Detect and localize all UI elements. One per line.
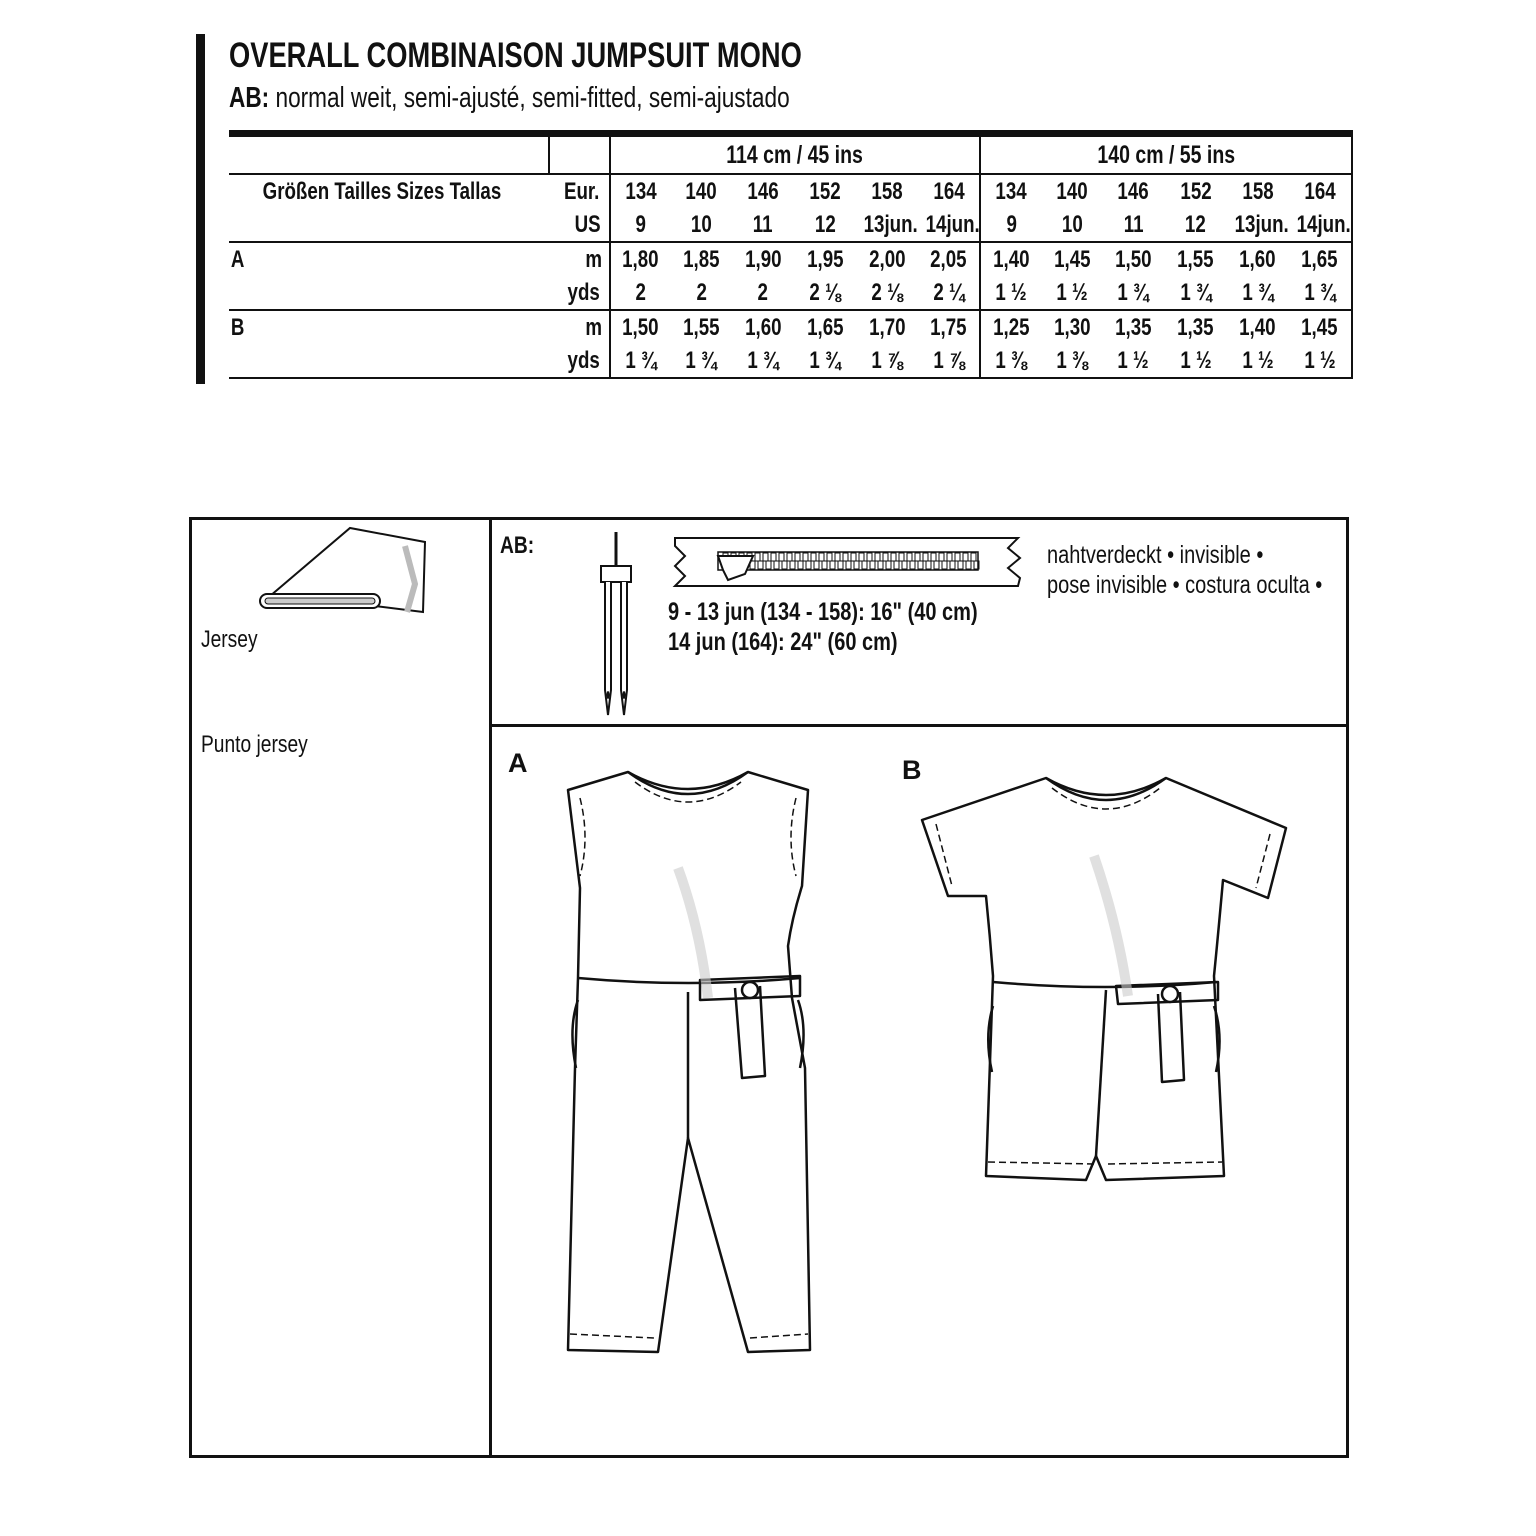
yards-value-text: 2 ⅛ xyxy=(871,278,903,306)
meters-value xyxy=(732,310,794,344)
yards-value-text: 2 xyxy=(696,278,707,306)
view-label-text: A xyxy=(230,245,245,273)
yards-value-text: 1 ¾ xyxy=(1117,278,1150,306)
meters-value-text: 2,05 xyxy=(930,245,967,273)
eur-label xyxy=(549,174,610,208)
eur-size xyxy=(980,174,1041,208)
meters-value xyxy=(1102,242,1164,276)
twin-needle-icon xyxy=(596,530,636,720)
eur-size xyxy=(671,174,732,208)
notions-row-divider xyxy=(491,724,1349,727)
meters-value-text: 1,65 xyxy=(1301,245,1339,273)
eur-size xyxy=(732,174,794,208)
yards-label-text: yds xyxy=(567,346,601,374)
yards-value-text: 1 ½ xyxy=(1117,346,1150,374)
fit-description xyxy=(229,82,790,115)
yards-label xyxy=(549,344,610,378)
us-size-text: 9 xyxy=(635,210,646,238)
yards-label-text: yds xyxy=(567,278,601,306)
view-blank xyxy=(229,276,549,310)
yards-value-text: 1 ½ xyxy=(1056,278,1088,306)
eur-size-text: 134 xyxy=(625,177,657,205)
us-blank xyxy=(229,208,549,242)
jumpsuit-view-a-drawing xyxy=(560,768,820,1358)
width-header-row xyxy=(229,137,1352,174)
yards-value xyxy=(1041,276,1102,310)
eur-label-text: Eur. xyxy=(564,177,600,205)
meters-value-text: 1,80 xyxy=(622,245,659,273)
yards-label xyxy=(549,276,610,310)
meters-value xyxy=(671,310,732,344)
eur-size xyxy=(856,174,918,208)
us-size-text: 11 xyxy=(1123,210,1144,238)
meters-label-text: m xyxy=(585,245,603,273)
meters-value xyxy=(671,242,732,276)
yards-value-text: 1 ¾ xyxy=(809,346,841,374)
yards-value xyxy=(610,344,671,378)
table-top-rule xyxy=(229,130,1353,137)
us-size-text: 12 xyxy=(1185,210,1206,238)
view-label xyxy=(229,242,549,276)
us-label xyxy=(549,208,610,242)
yards-value xyxy=(671,344,732,378)
yards-value xyxy=(856,344,918,378)
eur-size-text: 134 xyxy=(995,177,1027,205)
yards-value xyxy=(1102,276,1164,310)
view-a-meters-row xyxy=(229,242,1352,276)
fit-label: AB: xyxy=(229,82,270,114)
yards-value-text: 1 ⅞ xyxy=(871,346,903,374)
meters-value xyxy=(856,242,918,276)
eur-size-text: 164 xyxy=(933,177,965,205)
us-size xyxy=(1289,208,1352,242)
yards-value xyxy=(794,344,856,378)
meters-label xyxy=(549,242,610,276)
yards-value-text: 1 ¾ xyxy=(1242,278,1274,306)
meters-value xyxy=(980,242,1041,276)
yards-value-text: 1 ¾ xyxy=(747,346,779,374)
invisible-zipper-text-1: nahtverdeckt • invisible • xyxy=(1047,541,1264,569)
yards-value xyxy=(1165,276,1227,310)
us-size xyxy=(671,208,732,242)
meters-label xyxy=(549,310,610,344)
yardage-table xyxy=(229,137,1353,379)
view-a-label: A xyxy=(508,748,528,778)
eur-size-text: 146 xyxy=(1117,177,1150,205)
eur-size xyxy=(1165,174,1227,208)
eur-size-text: 152 xyxy=(809,177,841,205)
yards-value xyxy=(1102,344,1164,378)
view-label xyxy=(229,310,549,344)
yards-value xyxy=(856,276,918,310)
yards-value-text: 1 ⅜ xyxy=(995,346,1027,374)
left-accent-bar xyxy=(196,34,205,384)
yards-value xyxy=(1227,344,1289,378)
view-a-yards-row xyxy=(229,276,1352,310)
yards-value xyxy=(671,276,732,310)
eur-size-text: 158 xyxy=(871,177,903,205)
eur-size-text: 140 xyxy=(1056,177,1088,205)
meters-value xyxy=(1289,310,1352,344)
us-size-text: 14jun. xyxy=(925,210,980,238)
meters-value-text: 1,75 xyxy=(930,313,967,341)
us-size-text: 13jun. xyxy=(1234,210,1289,238)
eur-size xyxy=(918,174,980,208)
yards-value-text: 1 ½ xyxy=(1304,346,1336,374)
meters-value xyxy=(610,242,671,276)
yards-value-text: 2 xyxy=(757,278,769,306)
meters-value-text: 1,60 xyxy=(744,313,782,341)
header-unit-blank xyxy=(549,137,610,174)
meters-value-text: 1,65 xyxy=(806,313,844,341)
yards-value xyxy=(732,344,794,378)
meters-value xyxy=(1289,242,1352,276)
header-blank xyxy=(229,137,549,174)
yards-value-text: 2 ⅛ xyxy=(809,278,841,306)
meters-value xyxy=(732,242,794,276)
width-140-text: 140 cm / 55 ins xyxy=(1097,140,1235,169)
width-114 xyxy=(610,137,981,174)
meters-value xyxy=(610,310,671,344)
yards-value xyxy=(1165,344,1227,378)
yards-value-text: 1 ¾ xyxy=(685,346,717,374)
meters-value xyxy=(1227,242,1289,276)
fabric-punto-jersey: Punto jersey xyxy=(201,731,308,758)
meters-value-text: 1,40 xyxy=(993,245,1030,273)
yards-value-text: 1 ½ xyxy=(1242,346,1274,374)
yards-value-text: 1 ⅜ xyxy=(1056,346,1088,374)
meters-value-text: 1,70 xyxy=(868,313,906,341)
meters-value-text: 1,35 xyxy=(1115,313,1152,341)
yards-value xyxy=(918,344,980,378)
yards-value xyxy=(1289,344,1352,378)
meters-value-text: 1,25 xyxy=(993,313,1030,341)
us-size-text: 11 xyxy=(752,210,773,238)
page-title: OVERALL COMBINAISON JUMPSUIT MONO xyxy=(229,36,802,75)
us-size xyxy=(794,208,856,242)
fabric-roll-icon xyxy=(255,524,430,616)
us-size xyxy=(1165,208,1227,242)
meters-value xyxy=(1041,242,1102,276)
meters-value-text: 1,50 xyxy=(622,313,659,341)
us-size-row xyxy=(229,208,1352,242)
meters-value-text: 1,30 xyxy=(1053,313,1091,341)
eur-size-text: 164 xyxy=(1304,177,1336,205)
eur-size-text: 152 xyxy=(1179,177,1212,205)
us-size-text: 10 xyxy=(1061,210,1083,238)
us-size-text: 10 xyxy=(690,210,712,238)
fabric-jersey: Jersey xyxy=(201,626,258,653)
jumpsuit-view-b-drawing xyxy=(918,776,1290,1186)
view-blank xyxy=(229,344,549,378)
yards-value-text: 1 ¾ xyxy=(1179,278,1212,306)
view-label-text: B xyxy=(230,313,245,341)
meters-value xyxy=(1041,310,1102,344)
sizes-label-text: Größen Tailles Sizes Tallas xyxy=(262,177,502,205)
eur-size-text: 146 xyxy=(747,177,779,205)
yards-value-text: 1 ½ xyxy=(1179,346,1212,374)
us-label-text: US xyxy=(574,210,601,238)
yards-value-text: 1 ⅞ xyxy=(933,346,965,374)
meters-value xyxy=(1102,310,1164,344)
yards-value xyxy=(610,276,671,310)
yards-value-text: 1 ¾ xyxy=(1304,278,1336,306)
meters-value-text: 1,40 xyxy=(1239,313,1276,341)
us-size xyxy=(980,208,1041,242)
meters-value-text: 1,55 xyxy=(683,313,720,341)
fit-text: normal weit, semi-ajusté, semi-fitted, semi-ajustado xyxy=(269,82,790,114)
notions-views-label: AB: xyxy=(500,532,535,559)
meters-value-text: 1,50 xyxy=(1115,245,1152,273)
meters-value xyxy=(1227,310,1289,344)
yards-value xyxy=(1289,276,1352,310)
view-b-meters-row xyxy=(229,310,1352,344)
eur-size xyxy=(794,174,856,208)
view-b-yards-row xyxy=(229,344,1352,378)
yards-value-text: 2 ¼ xyxy=(933,278,965,306)
meters-label-text: m xyxy=(585,313,603,341)
yards-value-text: 2 xyxy=(635,278,646,306)
us-size-text: 12 xyxy=(814,210,836,238)
zipper-length-2: 14 jun (164): 24" (60 cm) xyxy=(668,628,898,656)
view-b-label: B xyxy=(902,755,922,785)
yards-value xyxy=(1227,276,1289,310)
meters-value xyxy=(856,310,918,344)
width-114-text: 114 cm / 45 ins xyxy=(726,140,864,169)
zipper-length-1: 9 - 13 jun (134 - 158): 16" (40 cm) xyxy=(668,598,978,626)
meters-value xyxy=(1165,242,1227,276)
meters-value xyxy=(1165,310,1227,344)
meters-value-text: 1,60 xyxy=(1239,245,1276,273)
yards-value xyxy=(980,276,1041,310)
us-size xyxy=(856,208,918,242)
meters-value xyxy=(794,242,856,276)
us-size xyxy=(918,208,980,242)
meters-value-text: 1,55 xyxy=(1177,245,1214,273)
eur-size xyxy=(1041,174,1102,208)
us-size xyxy=(732,208,794,242)
yards-value xyxy=(980,344,1041,378)
meters-value xyxy=(794,310,856,344)
yards-value-text: 1 ½ xyxy=(995,278,1027,306)
yards-value xyxy=(918,276,980,310)
us-size xyxy=(1227,208,1289,242)
yards-value xyxy=(732,276,794,310)
sizes-label xyxy=(229,174,549,208)
eur-size-text: 140 xyxy=(685,177,717,205)
meters-value-text: 1,35 xyxy=(1177,313,1214,341)
us-size xyxy=(1102,208,1164,242)
eur-size-row xyxy=(229,174,1352,208)
meters-value xyxy=(980,310,1041,344)
us-size xyxy=(610,208,671,242)
invisible-zipper-text-2: pose invisible • costura oculta • xyxy=(1047,571,1323,599)
eur-size xyxy=(610,174,671,208)
meters-value xyxy=(918,310,980,344)
yards-value-text: 1 ¾ xyxy=(625,346,657,374)
us-size xyxy=(1041,208,1102,242)
meters-value-text: 1,95 xyxy=(806,245,844,273)
yards-value xyxy=(794,276,856,310)
eur-size xyxy=(1102,174,1164,208)
meters-value-text: 1,45 xyxy=(1301,313,1339,341)
meters-value-text: 2,00 xyxy=(868,245,906,273)
eur-size xyxy=(1289,174,1352,208)
yards-value xyxy=(1041,344,1102,378)
eur-size-text: 158 xyxy=(1242,177,1274,205)
eur-size xyxy=(1227,174,1289,208)
meters-value-text: 1,45 xyxy=(1053,245,1091,273)
us-size-text: 13jun. xyxy=(863,210,918,238)
us-size-text: 9 xyxy=(1006,210,1017,238)
notions-column-divider xyxy=(489,517,492,1458)
meters-value-text: 1,85 xyxy=(683,245,720,273)
us-size-text: 14jun. xyxy=(1296,210,1351,238)
meters-value-text: 1,90 xyxy=(744,245,782,273)
width-140 xyxy=(980,137,1352,174)
zipper-icon xyxy=(673,534,1023,590)
meters-value xyxy=(918,242,980,276)
